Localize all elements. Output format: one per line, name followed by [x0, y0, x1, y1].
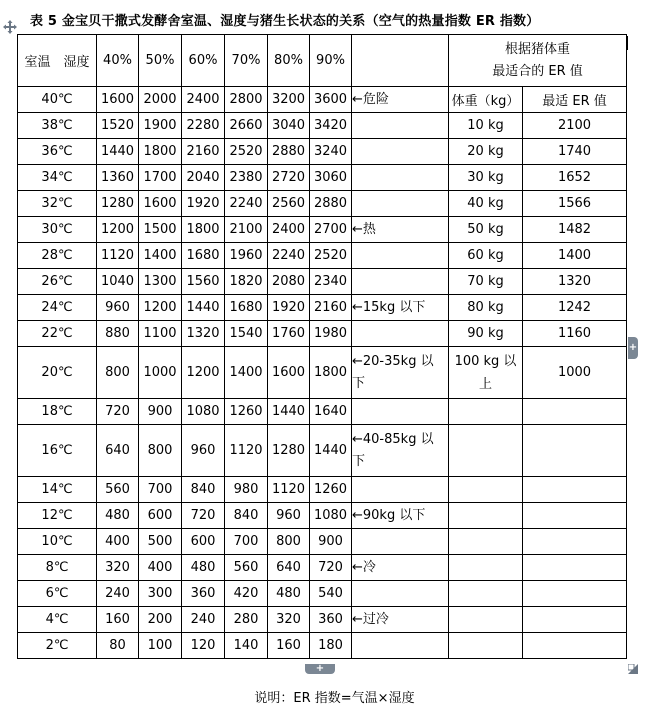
table-row — [18, 321, 627, 347]
status-note-cell: ←90kg 以下 — [352, 503, 449, 529]
status-note-cell — [352, 243, 449, 269]
er-value-cell: 1260 — [225, 399, 268, 425]
er-value-cell: 1120 — [268, 477, 310, 503]
er-value-cell: 800 — [268, 529, 310, 555]
er-value-cell: 1520 — [97, 113, 139, 139]
note-header — [352, 35, 449, 87]
er-value-cell: 1440 — [310, 425, 352, 477]
er-value-cell: 600 — [139, 503, 182, 529]
er-value-cell: 2380 — [225, 165, 268, 191]
er-value-cell: 360 — [310, 607, 352, 633]
er-value-cell: 3240 — [310, 139, 352, 165]
er-value-cell: 2660 — [225, 113, 268, 139]
er-value-cell: 1680 — [225, 295, 268, 321]
weight-cell — [449, 633, 523, 659]
status-note-cell — [352, 113, 449, 139]
table-row — [18, 165, 627, 191]
er-value-cell: 3420 — [310, 113, 352, 139]
temperature-cell: 40℃ — [18, 87, 97, 113]
temperature-cell: 30℃ — [18, 217, 97, 243]
table-row — [18, 139, 627, 165]
er-value-cell: 1920 — [182, 191, 225, 217]
er-value-cell: 800 — [139, 425, 182, 477]
er-value-cell: 480 — [268, 581, 310, 607]
er-value-cell: 480 — [97, 503, 139, 529]
temperature-cell: 18℃ — [18, 399, 97, 425]
er-value-cell: 1500 — [139, 217, 182, 243]
er-value-cell: 1280 — [268, 425, 310, 477]
er-value-cell: 900 — [139, 399, 182, 425]
table-row — [18, 529, 627, 555]
status-note-cell: ←冷 — [352, 555, 449, 581]
plus-icon: + — [628, 342, 638, 353]
status-note-cell — [352, 347, 449, 399]
er-value-cell: 1080 — [182, 399, 225, 425]
table-caption: 说明：ER 指数=气温×湿度 — [254, 691, 415, 706]
temperature-cell: 38℃ — [18, 113, 97, 139]
table-row — [18, 607, 627, 633]
temperature-cell: 4℃ — [18, 607, 97, 633]
er-value-cell: 2160 — [182, 139, 225, 165]
weight-cell: 50 kg — [449, 217, 523, 243]
er-value-cell: 1600 — [139, 191, 182, 217]
er-value-cell: 900 — [310, 529, 352, 555]
er-value-cell: 240 — [182, 607, 225, 633]
er-value-cell: 120 — [182, 633, 225, 659]
optimal-er-cell — [523, 399, 627, 425]
status-note-cell — [352, 477, 449, 503]
er-value-cell: 1800 — [310, 347, 352, 399]
er-value-cell: 500 — [139, 529, 182, 555]
er-value-cell: 2040 — [182, 165, 225, 191]
move-icon[interactable] — [3, 20, 17, 34]
optimal-er-cell: 1566 — [523, 191, 627, 217]
optimal-er-cell: 1482 — [523, 217, 627, 243]
er-value-cell: 3060 — [310, 165, 352, 191]
weight-cell: 30 kg — [449, 165, 523, 191]
er-value-cell: 1540 — [225, 321, 268, 347]
er-index-table — [17, 34, 627, 659]
er-value-cell: 1640 — [310, 399, 352, 425]
status-note-cell: ←危险 — [352, 87, 449, 113]
er-value-cell: 360 — [182, 581, 225, 607]
er-value-cell: 3200 — [268, 87, 310, 113]
humidity-header: 90% — [310, 35, 352, 87]
er-value-cell: 720 — [97, 399, 139, 425]
er-value-cell: 980 — [225, 477, 268, 503]
temperature-cell: 36℃ — [18, 139, 97, 165]
weight-cell: 20 kg — [449, 139, 523, 165]
er-value-cell: 2240 — [268, 243, 310, 269]
temperature-cell: 8℃ — [18, 555, 97, 581]
weight-cell — [449, 555, 523, 581]
er-value-cell: 320 — [268, 607, 310, 633]
optimal-er-cell: 1000 — [523, 347, 627, 399]
er-value-cell: 400 — [97, 529, 139, 555]
er-value-cell: 240 — [97, 581, 139, 607]
er-value-cell: 140 — [225, 633, 268, 659]
humidity-header: 60% — [182, 35, 225, 87]
table-row — [18, 399, 627, 425]
er-value-cell: 1200 — [97, 217, 139, 243]
status-note-cell — [352, 165, 449, 191]
weight-cell: 40 kg — [449, 191, 523, 217]
er-value-cell: 280 — [225, 607, 268, 633]
status-note-cell — [352, 581, 449, 607]
weight-column-header: 体重（kg） — [449, 87, 523, 113]
table-row — [18, 347, 627, 399]
status-note-line: 下 — [352, 453, 366, 469]
status-note-cell — [352, 529, 449, 555]
status-note-cell — [352, 321, 449, 347]
humidity-header: 80% — [268, 35, 310, 87]
temperature-cell: 2℃ — [18, 633, 97, 659]
er-value-cell: 2800 — [225, 87, 268, 113]
er-value-cell: 1800 — [182, 217, 225, 243]
optimal-er-cell — [523, 555, 627, 581]
weight-cell — [449, 529, 523, 555]
er-value-cell: 1360 — [97, 165, 139, 191]
status-note-line: ←40-85kg 以 — [352, 431, 434, 447]
er-value-cell: 1280 — [97, 191, 139, 217]
er-value-cell: 2520 — [310, 243, 352, 269]
er-value-cell: 2560 — [268, 191, 310, 217]
er-value-cell: 1980 — [310, 321, 352, 347]
er-value-cell: 560 — [97, 477, 139, 503]
temperature-cell: 10℃ — [18, 529, 97, 555]
temperature-cell: 28℃ — [18, 243, 97, 269]
er-value-cell: 400 — [139, 555, 182, 581]
table-row — [18, 217, 627, 243]
optimal-er-cell — [523, 581, 627, 607]
er-value-cell: 800 — [97, 347, 139, 399]
er-value-cell: 880 — [97, 321, 139, 347]
er-value-cell: 2880 — [310, 191, 352, 217]
er-value-cell: 1320 — [182, 321, 225, 347]
er-value-cell: 1120 — [225, 425, 268, 477]
optimal-er-cell — [523, 633, 627, 659]
optimal-er-cell: 1242 — [523, 295, 627, 321]
er-value-cell: 1440 — [268, 399, 310, 425]
temperature-cell: 16℃ — [18, 425, 97, 477]
er-value-cell: 700 — [139, 477, 182, 503]
er-value-cell: 1100 — [139, 321, 182, 347]
er-value-cell: 2520 — [225, 139, 268, 165]
weight-cell — [449, 581, 523, 607]
status-note-line: 下 — [352, 375, 366, 391]
weight-line: 100 kg 以 — [454, 353, 517, 369]
plus-icon: + — [315, 663, 325, 674]
optimal-er-cell: 2100 — [523, 113, 627, 139]
er-value-cell: 1400 — [139, 243, 182, 269]
humidity-header: 70% — [225, 35, 268, 87]
table-row — [18, 191, 627, 217]
add-column-handle[interactable] — [628, 337, 638, 359]
er-value-cell: 2400 — [268, 217, 310, 243]
er-value-cell: 1440 — [97, 139, 139, 165]
er-value-cell: 1080 — [310, 503, 352, 529]
er-value-cell: 300 — [139, 581, 182, 607]
er-value-cell: 1600 — [268, 347, 310, 399]
er-value-cell: 1400 — [225, 347, 268, 399]
temperature-cell: 24℃ — [18, 295, 97, 321]
right-table-title — [449, 35, 627, 87]
temperature-cell: 20℃ — [18, 347, 97, 399]
er-value-cell: 1960 — [225, 243, 268, 269]
er-value-cell: 160 — [97, 607, 139, 633]
er-value-cell: 720 — [182, 503, 225, 529]
status-note-cell: ←热 — [352, 217, 449, 243]
status-note-cell — [352, 399, 449, 425]
er-value-cell: 1700 — [139, 165, 182, 191]
weight-cell — [449, 347, 523, 399]
temperature-cell: 32℃ — [18, 191, 97, 217]
weight-cell — [449, 399, 523, 425]
table-row — [18, 269, 627, 295]
right-title-line: 最适合的 ER 值 — [492, 63, 583, 79]
er-value-cell: 2880 — [268, 139, 310, 165]
er-value-cell: 840 — [225, 503, 268, 529]
er-value-cell: 180 — [310, 633, 352, 659]
weight-cell: 60 kg — [449, 243, 523, 269]
er-value-cell: 160 — [268, 633, 310, 659]
table-row — [18, 581, 627, 607]
er-value-cell: 1900 — [139, 113, 182, 139]
table-row — [18, 503, 627, 529]
optimal-er-cell: 1160 — [523, 321, 627, 347]
er-value-cell: 960 — [97, 295, 139, 321]
optimal-er-cell — [523, 425, 627, 477]
er-value-cell: 540 — [310, 581, 352, 607]
temperature-cell: 14℃ — [18, 477, 97, 503]
table-row — [18, 477, 627, 503]
er-value-cell: 1120 — [97, 243, 139, 269]
er-value-cell: 840 — [182, 477, 225, 503]
er-value-cell: 480 — [182, 555, 225, 581]
er-value-cell: 200 — [139, 607, 182, 633]
er-value-cell: 2100 — [225, 217, 268, 243]
optimal-er-column-header: 最适 ER 值 — [523, 87, 627, 113]
er-value-cell: 1260 — [310, 477, 352, 503]
status-note-cell: ←15kg 以下 — [352, 295, 449, 321]
er-value-cell: 960 — [182, 425, 225, 477]
status-note-cell — [352, 139, 449, 165]
er-value-cell: 320 — [97, 555, 139, 581]
er-value-cell: 2400 — [182, 87, 225, 113]
corner-header: 室温 湿度 — [18, 35, 97, 87]
status-note-cell — [352, 425, 449, 477]
er-value-cell: 1300 — [139, 269, 182, 295]
er-value-cell: 1000 — [139, 347, 182, 399]
er-value-cell: 1200 — [182, 347, 225, 399]
er-value-cell: 1600 — [97, 87, 139, 113]
er-value-cell: 1560 — [182, 269, 225, 295]
status-note-line: ←20-35kg 以 — [352, 353, 434, 369]
temperature-cell: 22℃ — [18, 321, 97, 347]
weight-cell — [449, 607, 523, 633]
optimal-er-cell — [523, 477, 627, 503]
weight-cell — [449, 425, 523, 477]
status-note-cell — [352, 191, 449, 217]
er-value-cell: 600 — [182, 529, 225, 555]
er-value-cell: 700 — [225, 529, 268, 555]
temperature-cell: 26℃ — [18, 269, 97, 295]
resize-icon[interactable] — [628, 664, 638, 674]
er-value-cell: 1820 — [225, 269, 268, 295]
weight-line: 上 — [478, 376, 492, 392]
right-title-line: 根据猪体重 — [504, 41, 570, 57]
er-value-cell: 2000 — [139, 87, 182, 113]
optimal-er-cell — [523, 607, 627, 633]
er-value-cell: 640 — [97, 425, 139, 477]
er-value-cell: 560 — [225, 555, 268, 581]
table-row — [18, 243, 627, 269]
status-note-cell — [352, 633, 449, 659]
er-value-cell: 1760 — [268, 321, 310, 347]
optimal-er-cell — [523, 503, 627, 529]
weight-cell: 80 kg — [449, 295, 523, 321]
optimal-er-cell: 1652 — [523, 165, 627, 191]
table-title: 表 5 金宝贝干撒式发酵舍室温、湿度与猪生长状态的关系（空气的热量指数 ER 指数） — [30, 14, 540, 29]
er-value-cell: 640 — [268, 555, 310, 581]
table-row — [18, 555, 627, 581]
humidity-header: 50% — [139, 35, 182, 87]
optimal-er-cell: 1740 — [523, 139, 627, 165]
weight-cell: 10 kg — [449, 113, 523, 139]
temperature-cell: 6℃ — [18, 581, 97, 607]
temperature-cell: 34℃ — [18, 165, 97, 191]
table-row — [18, 113, 627, 139]
optimal-er-cell: 1320 — [523, 269, 627, 295]
er-value-cell: 3040 — [268, 113, 310, 139]
er-value-cell: 420 — [225, 581, 268, 607]
optimal-er-cell — [523, 529, 627, 555]
er-value-cell: 1800 — [139, 139, 182, 165]
er-value-cell: 2340 — [310, 269, 352, 295]
er-value-cell: 1440 — [182, 295, 225, 321]
er-value-cell: 100 — [139, 633, 182, 659]
humidity-header: 40% — [97, 35, 139, 87]
table-row — [18, 295, 627, 321]
status-note-cell: ←过冷 — [352, 607, 449, 633]
weight-cell — [449, 503, 523, 529]
weight-cell: 70 kg — [449, 269, 523, 295]
er-value-cell: 720 — [310, 555, 352, 581]
er-value-cell: 2280 — [182, 113, 225, 139]
optimal-er-cell: 1400 — [523, 243, 627, 269]
temperature-cell: 12℃ — [18, 503, 97, 529]
header-row — [18, 35, 627, 87]
er-value-cell: 1680 — [182, 243, 225, 269]
er-value-cell: 960 — [268, 503, 310, 529]
er-value-cell: 2160 — [310, 295, 352, 321]
table-row — [18, 633, 627, 659]
er-value-cell: 1040 — [97, 269, 139, 295]
add-row-handle[interactable] — [305, 664, 335, 674]
weight-cell: 90 kg — [449, 321, 523, 347]
er-value-cell: 3600 — [310, 87, 352, 113]
table-row — [18, 87, 627, 113]
table-row — [18, 425, 627, 477]
er-value-cell: 2700 — [310, 217, 352, 243]
er-value-cell: 2080 — [268, 269, 310, 295]
er-value-cell: 1920 — [268, 295, 310, 321]
weight-cell — [449, 477, 523, 503]
er-value-cell: 1200 — [139, 295, 182, 321]
er-value-cell: 80 — [97, 633, 139, 659]
er-value-cell: 2720 — [268, 165, 310, 191]
er-value-cell: 2240 — [225, 191, 268, 217]
status-note-cell — [352, 269, 449, 295]
